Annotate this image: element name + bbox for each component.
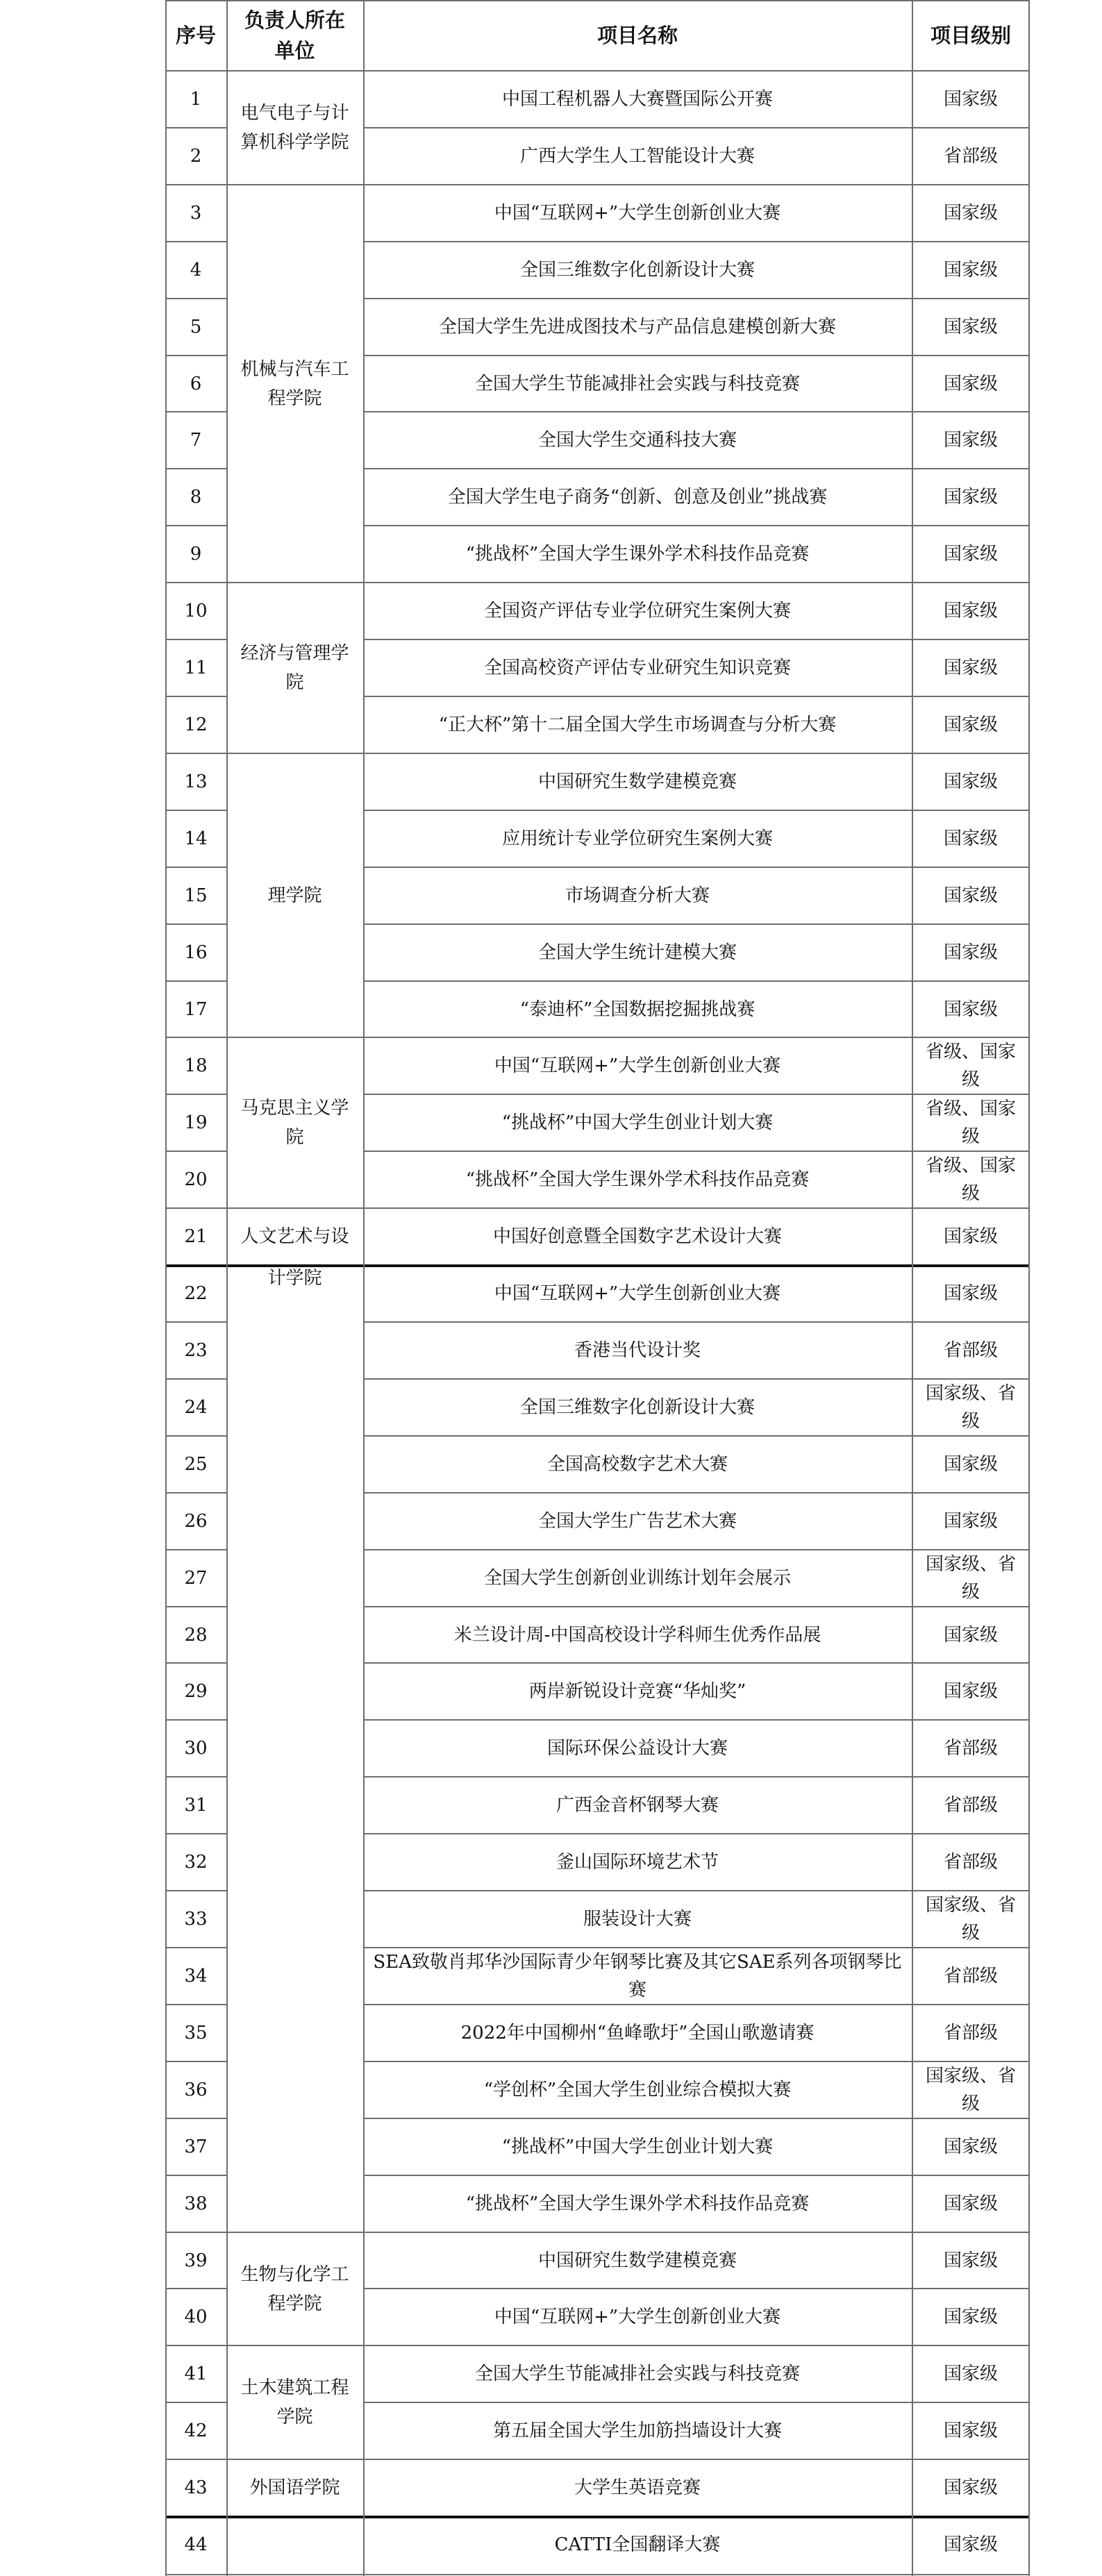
row-index: 18 [184, 1055, 208, 1076]
grid-line [363, 1890, 1030, 1891]
row-project-name: 全国大学生节能减排社会实践与科技竞赛 [474, 2364, 800, 2384]
row-index: 3 [190, 203, 202, 224]
grid-line [165, 2345, 1030, 2346]
header-name: 项目名称 [596, 24, 678, 47]
grid-line [1028, 0, 1030, 2576]
grid-line [363, 2402, 1030, 2403]
grid-line [165, 2574, 1030, 2575]
grid-line [165, 2288, 226, 2289]
row-level: 国家级、省级 [925, 1383, 1016, 1432]
row-level: 国家级 [943, 2193, 998, 2214]
row-level: 国家级 [943, 2307, 998, 2327]
row-project-name: 全国大学生交通科技大赛 [537, 430, 737, 451]
unit-cell: 经济与管理学院 [240, 643, 349, 693]
row-index: 1 [190, 89, 202, 110]
row-index: 14 [184, 828, 208, 849]
row-level: 国家级 [943, 2364, 998, 2384]
row-index: 13 [184, 771, 208, 792]
row-project-name: 2022年中国柳州“鱼峰歌圩”全国山歌邀请赛 [460, 2023, 815, 2043]
grid-line [363, 2175, 1030, 2176]
row-index: 11 [184, 658, 208, 678]
row-project-name: 应用统计专业学位研究生案例大赛 [501, 828, 773, 849]
row-level: 国家级、省级 [925, 2066, 1016, 2114]
grid-line [165, 1606, 226, 1607]
row-index: 6 [190, 373, 202, 394]
row-level: 省级、国家级 [925, 1098, 1016, 1147]
grid-line [165, 1321, 226, 1323]
grid-line [165, 184, 1030, 185]
grid-line [912, 0, 913, 2576]
row-project-name: “挑战杯”中国大学生创业计划大赛 [501, 1112, 774, 1133]
unit-cell: 马克思主义学院 [240, 1098, 349, 1148]
row-project-name: 服装设计大赛 [583, 1909, 692, 1930]
grid-line [165, 2004, 226, 2005]
grid-line [165, 2061, 226, 2062]
row-project-name: “挑战杯”全国大学生课外学术科技作品竞赛 [465, 2193, 810, 2214]
grid-line [165, 1378, 226, 1380]
grid-line [363, 1947, 1030, 1948]
row-index: 31 [184, 1795, 208, 1816]
row-index: 25 [184, 1454, 208, 1475]
grid-line [165, 1492, 226, 1494]
row-level: 国家级 [943, 998, 998, 1020]
grid-line [165, 411, 226, 412]
grid-line [165, 980, 226, 982]
row-index: 15 [184, 885, 208, 906]
row-project-name: 中国“互联网+”大学生创新创业大赛 [494, 1283, 781, 1304]
grid-line [363, 867, 1030, 868]
grid-line [165, 1719, 226, 1721]
row-project-name: 大学生英语竞赛 [574, 2477, 701, 2498]
row-level: 省部级 [943, 1852, 998, 1873]
grid-line [165, 1890, 226, 1891]
row-index: 21 [184, 1226, 208, 1247]
row-index: 43 [184, 2477, 208, 2498]
row-level: 省级、国家级 [925, 1155, 1016, 1204]
row-level: 省部级 [943, 2023, 998, 2043]
grid-line [165, 1776, 226, 1778]
grid-line [363, 2061, 1030, 2062]
grid-line [165, 241, 226, 242]
row-index: 20 [184, 1169, 208, 1190]
grid-line [165, 0, 167, 2576]
grid-line [363, 923, 1030, 925]
row-index: 39 [184, 2250, 208, 2271]
row-index: 2 [190, 146, 202, 167]
unit-cell: 理学院 [267, 885, 322, 906]
row-index: 34 [184, 1966, 208, 1987]
grid-line [363, 1492, 1030, 1494]
unit-cell: 人文艺术与设 [240, 1226, 349, 1247]
grid-line [363, 2004, 1030, 2005]
row-level: 省级、国家级 [925, 1042, 1016, 1090]
grid-line [363, 810, 1030, 811]
row-level: 国家级 [943, 487, 998, 508]
row-level: 省部级 [943, 1795, 998, 1816]
row-level: 国家级 [943, 601, 998, 621]
row-index: 41 [184, 2364, 208, 2384]
grid-line [226, 0, 228, 2576]
row-level: 国家级 [943, 1283, 998, 1304]
row-project-name: 全国大学生先进成图技术与产品信息建模创新大赛 [438, 317, 836, 337]
grid-line [165, 1947, 226, 1948]
grid-line [165, 2175, 226, 2176]
row-project-name: 第五届全国大学生加筋挡墙设计大赛 [492, 2420, 782, 2441]
unit-cell: 生物与化学工程学院 [240, 2264, 349, 2314]
row-level: 国家级 [943, 203, 998, 224]
grid-line [165, 468, 226, 469]
row-level: 国家级、省级 [925, 1895, 1016, 1943]
row-project-name: 中国“互联网+”大学生创新创业大赛 [494, 1055, 781, 1076]
unit-cell [226, 2516, 363, 2573]
row-project-name: 全国三维数字化创新设计大赛 [519, 260, 755, 281]
row-project-name: “学创杯”全国大学生创业综合模拟大赛 [483, 2080, 792, 2100]
grid-line [363, 1833, 1030, 1834]
row-level: 国家级 [943, 828, 998, 849]
row-level: 国家级 [943, 1454, 998, 1475]
grid-line [165, 1151, 226, 1152]
grid-line [363, 468, 1030, 469]
row-index: 16 [184, 942, 208, 963]
grid-line [165, 1037, 1030, 1038]
row-project-name: 广西金音杯钢琴大赛 [556, 1795, 719, 1816]
grid-line [165, 1435, 226, 1437]
grid-line [165, 867, 226, 868]
grid-line [165, 753, 1030, 754]
grid-line [363, 127, 1030, 128]
grid-line [363, 1321, 1030, 1323]
row-project-name: 中国工程机器人大赛暨国际公开赛 [501, 89, 773, 110]
row-level: 国家级 [943, 714, 998, 735]
row-level: 国家级 [943, 373, 998, 394]
row-level: 国家级 [943, 1226, 998, 1247]
row-index: 44 [184, 2534, 208, 2555]
row-project-name: 釜山国际环境艺术节 [556, 1852, 719, 1873]
grid-line [165, 696, 226, 697]
row-index: 23 [184, 1340, 208, 1361]
row-index: 32 [184, 1852, 208, 1873]
row-project-name: “挑战杯”全国大学生课外学术科技作品竞赛 [465, 544, 810, 564]
row-index: 29 [184, 1681, 208, 1702]
row-index: 10 [184, 601, 208, 621]
unit-cell: 电气电子与计算机科学学院 [240, 103, 349, 153]
grid-line [363, 1776, 1030, 1778]
grid-line [165, 1264, 1030, 1267]
row-project-name: SEA致敬肖邦华沙国际青少年钢琴比赛及其它SAE系列各项钢琴比赛 [373, 1952, 902, 2000]
grid-line [363, 1151, 1030, 1152]
grid-line [363, 639, 1030, 640]
row-index: 17 [184, 998, 208, 1020]
row-index: 27 [184, 1568, 208, 1589]
row-index: 36 [184, 2080, 208, 2100]
row-level: 国家级 [943, 2534, 998, 2555]
row-level: 省部级 [943, 1966, 998, 1987]
grid-line [363, 1606, 1030, 1607]
row-index: 4 [190, 260, 202, 281]
row-index: 40 [184, 2307, 208, 2327]
row-index: 8 [190, 487, 202, 508]
row-project-name: 中国研究生数学建模竞赛 [537, 771, 737, 792]
row-project-name: 全国大学生电子商务“创新、创意及创业”挑战赛 [447, 487, 828, 508]
row-project-name: 全国大学生统计建模大赛 [537, 942, 737, 963]
grid-line [363, 1662, 1030, 1664]
grid-line [363, 241, 1030, 242]
grid-line [363, 1435, 1030, 1437]
grid-line [165, 2232, 1030, 2233]
row-project-name: 中国“互联网+”大学生创新创业大赛 [494, 2307, 781, 2327]
row-index: 28 [184, 1624, 208, 1646]
row-level: 国家级 [943, 2250, 998, 2271]
grid-line [165, 1094, 226, 1095]
grid-line [363, 355, 1030, 356]
grid-line [165, 810, 226, 811]
grid-line [165, 1662, 226, 1664]
unit-cell: 土木建筑工程学院 [240, 2377, 349, 2427]
grid-line [165, 1549, 226, 1550]
grid-line [363, 2118, 1030, 2119]
grid-line [165, 127, 226, 128]
grid-line [165, 2516, 1030, 2518]
grid-line [363, 1094, 1030, 1095]
row-index: 22 [184, 1283, 208, 1304]
row-project-name: 中国研究生数学建模竞赛 [537, 2250, 737, 2271]
grid-line [165, 2402, 226, 2403]
row-level: 省部级 [943, 146, 998, 167]
row-project-name: 国际环保公益设计大赛 [546, 1738, 728, 1759]
grid-line [165, 2118, 226, 2119]
row-level: 国家级 [943, 1511, 998, 1532]
grid-line [165, 355, 226, 356]
grid-line [165, 298, 226, 299]
row-project-name: 广西大学生人工智能设计大赛 [519, 146, 755, 167]
grid-line [165, 1833, 226, 1834]
row-level: 省部级 [943, 1340, 998, 1361]
grid-line [165, 525, 226, 526]
row-project-name: 全国大学生广告艺术大赛 [537, 1511, 737, 1532]
grid-line [363, 525, 1030, 526]
grid-line [165, 923, 226, 925]
row-level: 国家级 [943, 658, 998, 678]
header-unit: 负责人所在单位 [244, 8, 345, 62]
row-project-name: 香港当代设计奖 [574, 1340, 701, 1361]
grid-line [363, 696, 1030, 697]
row-index: 30 [184, 1738, 208, 1759]
competition-table [165, 0, 1030, 2576]
row-project-name: 全国高校资产评估专业研究生知识竞赛 [483, 658, 791, 678]
row-project-name: 全国资产评估专业学位研究生案例大赛 [483, 601, 791, 621]
grid-line [165, 2459, 1030, 2460]
row-project-name: 全国大学生节能减排社会实践与科技竞赛 [474, 373, 800, 394]
grid-line [363, 298, 1030, 299]
row-level: 国家级 [943, 885, 998, 906]
row-project-name: 全国高校数字艺术大赛 [546, 1454, 728, 1475]
row-level: 国家级 [943, 89, 998, 110]
row-project-name: 米兰设计周-中国高校设计学科师生优秀作品展 [453, 1624, 821, 1646]
row-project-name: “正大杯”第十二届全国大学生市场调查与分析大赛 [438, 714, 837, 735]
grid-line [165, 1207, 1030, 1209]
row-index: 35 [184, 2023, 208, 2043]
row-level: 国家级 [943, 1681, 998, 1702]
row-level: 国家级、省级 [925, 1554, 1016, 1603]
unit-cell: 计学院 [267, 1268, 322, 1289]
grid-line [363, 2288, 1030, 2289]
grid-line [165, 0, 1030, 1]
row-index: 19 [184, 1112, 208, 1133]
grid-line [363, 1378, 1030, 1380]
row-index: 5 [190, 317, 202, 337]
row-project-name: CATTI全国翻译大赛 [554, 2534, 721, 2555]
unit-cell: 外国语学院 [249, 2477, 340, 2498]
row-index: 7 [190, 430, 202, 451]
row-project-name: “挑战杯”全国大学生课外学术科技作品竞赛 [465, 1169, 810, 1190]
header-level: 项目级别 [930, 24, 1011, 47]
grid-line [363, 980, 1030, 982]
row-project-name: 中国“互联网+”大学生创新创业大赛 [494, 203, 781, 224]
row-project-name: 中国好创意暨全国数字艺术设计大赛 [492, 1226, 782, 1247]
row-index: 26 [184, 1511, 208, 1532]
row-index: 38 [184, 2193, 208, 2214]
row-level: 国家级 [943, 942, 998, 963]
grid-line [165, 582, 1030, 583]
row-index: 37 [184, 2136, 208, 2157]
row-level: 国家级 [943, 2477, 998, 2498]
row-index: 9 [190, 544, 202, 564]
row-index: 33 [184, 1909, 208, 1930]
grid-line [165, 70, 1030, 72]
row-project-name: 市场调查分析大赛 [565, 885, 710, 906]
row-index: 42 [184, 2420, 208, 2441]
row-project-name: “泰迪杯”全国数据挖掘挑战赛 [519, 998, 755, 1020]
grid-line [363, 1719, 1030, 1721]
row-level: 国家级 [943, 771, 998, 792]
row-project-name: 全国三维数字化创新设计大赛 [519, 1397, 755, 1418]
header-index: 序号 [175, 24, 216, 47]
row-level: 国家级 [943, 544, 998, 564]
grid-line [363, 1549, 1030, 1550]
row-project-name: “挑战杯”中国大学生创业计划大赛 [501, 2136, 774, 2157]
row-level: 国家级 [943, 2420, 998, 2441]
unit-cell: 机械与汽车工程学院 [240, 358, 349, 409]
row-index: 12 [184, 714, 208, 735]
row-level: 省部级 [943, 1738, 998, 1759]
row-index: 24 [184, 1397, 208, 1418]
grid-line [363, 0, 365, 2576]
row-level: 国家级 [943, 260, 998, 281]
row-level: 国家级 [943, 1624, 998, 1646]
row-project-name: 两岸新锐设计竞赛“华灿奖” [528, 1681, 746, 1702]
grid-line [165, 639, 226, 640]
row-level: 国家级 [943, 2136, 998, 2157]
row-level: 国家级 [943, 317, 998, 337]
grid-line [363, 411, 1030, 412]
row-level: 国家级 [943, 430, 998, 451]
row-project-name: 全国大学生创新创业训练计划年会展示 [483, 1568, 791, 1589]
